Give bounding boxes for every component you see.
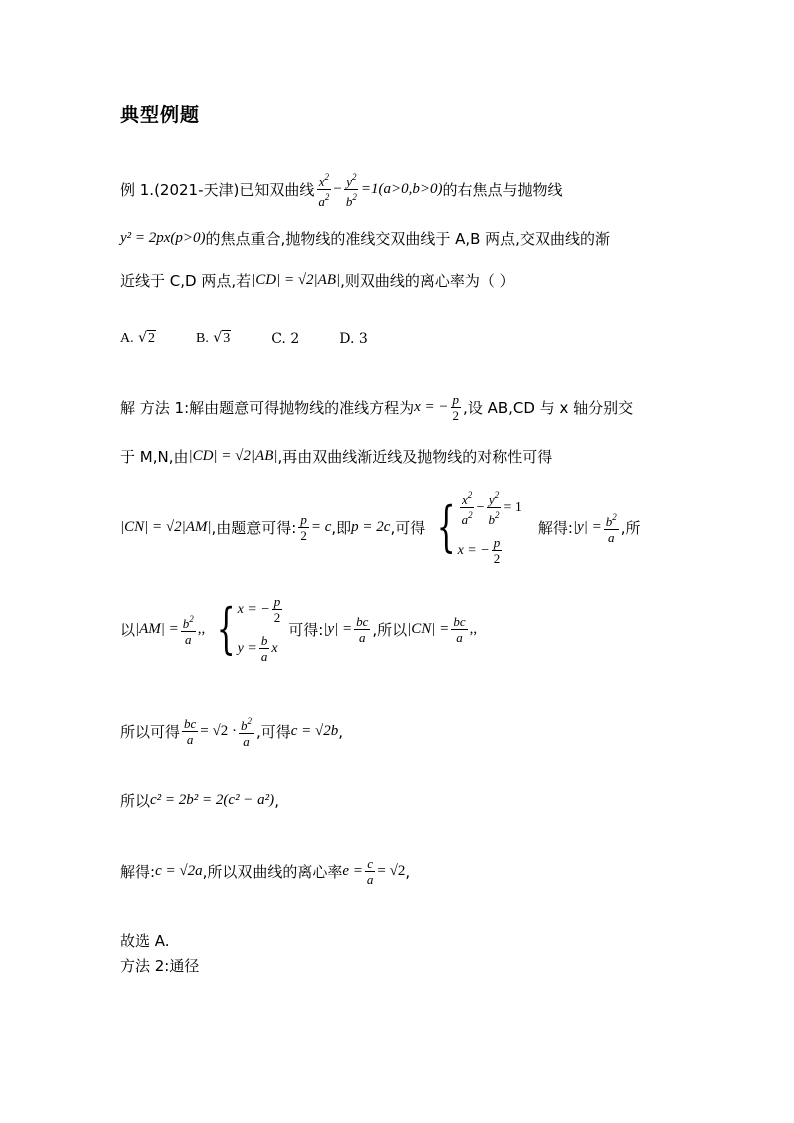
solution-line-2-text-a: 于 M,N,由 [120, 448, 189, 466]
solution-line-7-text-a: 解得: [120, 863, 156, 881]
abs-am: |AM| = [135, 620, 179, 637]
problem-condition: |CD| = √2|AB| [251, 272, 341, 288]
problem-line-3 [120, 270, 515, 291]
option-b: B. √3 [196, 330, 231, 346]
solution-line-2 [120, 446, 552, 467]
solution-line-1 [120, 392, 633, 423]
option-a: A. √2 [120, 330, 155, 346]
fraction-x2-a2: $\frac{x^2}{a^2}$ [318, 172, 330, 209]
method-2-title: 方法 2:通径 [120, 957, 200, 975]
fraction-b2-a-3: $\frac{b^2}{a}$ [240, 716, 252, 749]
solution-line-3-text-f: ,可得 [390, 518, 426, 537]
fraction-bc-a-2: $\frac{bc}{a}$ [453, 613, 466, 645]
fraction-p-2: $\frac{p}{2}$ [452, 392, 460, 423]
solution-line-1-text-b: ,设 AB,CD 与 x 轴分别交 [463, 399, 634, 417]
answer-choice: 故选 A. [120, 932, 170, 950]
solution-line-6 [120, 790, 279, 811]
problem-line-2 [120, 228, 610, 249]
solved-label: 解得: [537, 518, 573, 537]
problem-question: ,则双曲线的离心率为（ ） [340, 272, 515, 290]
c-equals-sqrt2a: c = √2a [155, 863, 203, 879]
solution-line-3-text-d: ,即 [331, 518, 352, 537]
solution-line-7-text-f: , [405, 862, 411, 881]
p-equals-2c: p = 2c [351, 518, 391, 535]
solution-line-4 [120, 594, 477, 664]
problem-line-1: 例 1.(2021-天津)已知双曲线 $\frac{x^2}{a^2}$ − $\frac{y^2}{b^2}$ =1(a>0,b>0) 的右焦点与抛物线 [120, 172, 563, 209]
conclusion [120, 930, 170, 951]
equation-system-2: { x = − $\frac{p}{2}$ y = $\frac{b}{a}$ x [217, 594, 281, 664]
separator-comma: ,, [197, 620, 206, 637]
separator-comma-2: ,, [469, 620, 478, 637]
problem-line-2-text: 的焦点重合,抛物线的准线交双曲线于 A,B 两点,交双曲线的渐 [205, 230, 610, 248]
abs-y: |y| = [572, 518, 602, 535]
directrix-equation: x = − [414, 399, 449, 415]
section-heading: 典型例题 [120, 104, 201, 126]
fraction-b2-a: $\frac{b^2}{a}$ [605, 511, 617, 545]
parabola-equation: y² = 2px(p>0) [120, 230, 206, 246]
solution-line-3 [120, 488, 641, 566]
hyperbola-condition: =1(a>0,b>0) [360, 181, 443, 197]
solution-line-4-text-a: 以 [120, 620, 136, 639]
eccentricity-label: e = [342, 863, 363, 879]
problem-line-3-text-a: 近线于 C,D 两点,若 [120, 272, 252, 290]
fraction-bc-a: $\frac{bc}{a}$ [356, 613, 369, 645]
solution-line-5-text-a: 所以可得 [120, 723, 181, 741]
fraction-bc-a-3: $\frac{bc}{a}$ [184, 716, 197, 747]
abs-cn: |CN| = [407, 620, 450, 637]
answer-options [120, 330, 408, 347]
solution-line-3-text-i: ,所 [620, 518, 641, 537]
solution-line-6-text-a: 所以 [120, 792, 151, 810]
solution-intro: 解 方法 1:解由题意可得抛物线的准线方程为 [120, 399, 415, 417]
fraction-b2-a-2: $\frac{b^2}{a}$ [182, 613, 194, 647]
fraction-y2-b2: $\frac{y^2}{b^2}$ [345, 172, 357, 209]
solution-condition: |CD| = √2|AB| [188, 448, 278, 464]
solution-line-5 [120, 714, 343, 749]
method-2 [120, 955, 199, 976]
fraction-p-2b: $\frac{p}{2}$ [300, 511, 307, 543]
eq-c: = c [310, 518, 332, 535]
solution-line-6-text-c: , [274, 791, 279, 810]
problem-suffix-1: 的右焦点与抛物线 [442, 181, 563, 199]
fraction-c-a: $\frac{c}{a}$ [366, 856, 374, 887]
solution-line-3-text-b: ,由题意可得: [211, 518, 297, 537]
c-squared-relation: c² = 2b² = 2(c² − a²) [150, 792, 275, 808]
cn-am-relation: |CN| = √2|AM| [120, 518, 212, 535]
solution-line-4-text-f: ,所以 [372, 620, 408, 639]
c-equals-sqrt2b: c = √2b [290, 723, 339, 739]
option-d: D. 3 [339, 330, 368, 347]
solution-line-5-text-c: ,可得 [255, 723, 291, 741]
problem-prefix: 例 1.(2021-天津)已知双曲线 [120, 181, 315, 199]
solution-line-5-text-e: , [338, 722, 344, 741]
eccentricity-value: = √2 [377, 863, 406, 879]
eq-sqrt2-dot: = √2 · [200, 723, 237, 739]
abs-y-2: |y| = [323, 620, 353, 637]
option-c: C. 2 [271, 330, 300, 347]
solution-line-7 [120, 856, 410, 887]
solution-line-4-text-d: 可得: [288, 620, 324, 639]
solution-line-7-text-c: ,所以双曲线的离心率 [202, 863, 343, 881]
solution-line-2-text-b: ,再由双曲线渐近线及抛物线的对称性可得 [277, 448, 553, 466]
equation-system-1: { $\frac{x^2}{a^2}$ − $\frac{y^2}{b^2}$ = 1 x = − $\frac{p}{2}$ [436, 490, 522, 566]
